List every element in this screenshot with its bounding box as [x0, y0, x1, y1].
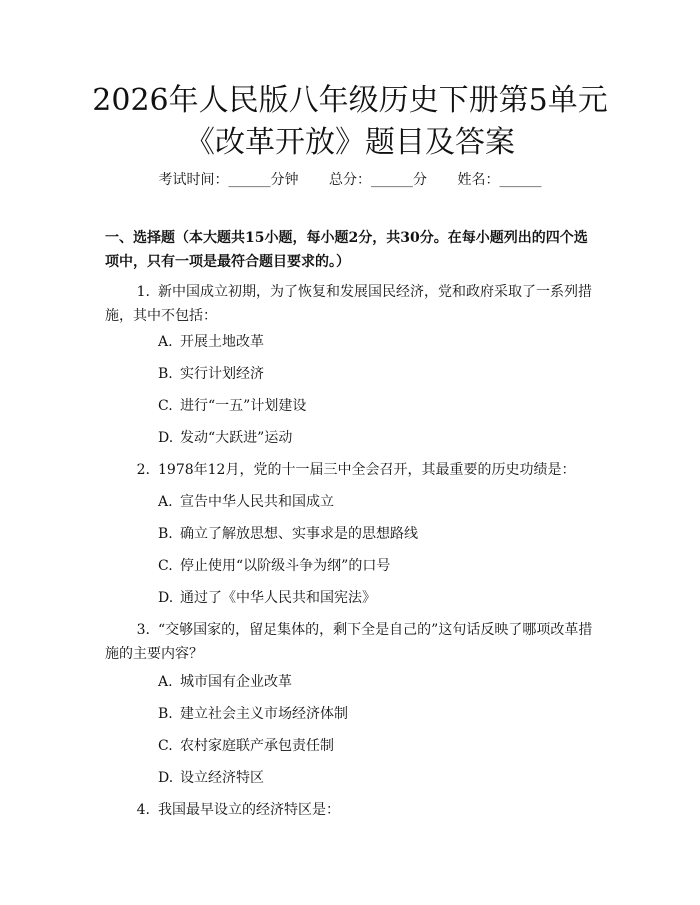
- question-3: 3. “交够国家的，留足集体的，剩下全是自己的”这句话反映了哪项改革措施的主要内容？: [105, 622, 593, 662]
- question-3-option-a: A. 城市国有企业改革: [158, 674, 292, 690]
- student-name: 姓名：______: [457, 172, 542, 188]
- question-2-option-c: C. 停止使用“以阶级斗争为纲”的口号: [158, 558, 391, 574]
- exam-time: 考试时间：______分钟: [158, 172, 299, 188]
- question-2-option-a: A. 宣告中华人民共和国成立: [158, 494, 334, 510]
- question-3-option-b: B. 建立社会主义市场经济体制: [158, 706, 348, 722]
- question-1-option-d: D. 发动“大跃进”运动: [158, 430, 293, 446]
- question-2-option-d: D. 通过了《中华人民共和国宪法》: [158, 590, 376, 606]
- question-3-option-d: D. 设立经济特区: [158, 770, 264, 786]
- total-score-blank: ______: [371, 172, 413, 188]
- total-score: 总分：______分: [329, 172, 427, 188]
- question-2: 2. 1978年12月，党的十一届三中全会召开，其最重要的历史功绩是：: [136, 462, 576, 478]
- document-title: 2026年人民版八年级历史下册第5单元《改革开放》题目及答案: [92, 83, 608, 160]
- question-2-option-b: B. 确立了解放思想、实事求是的思想路线: [158, 526, 418, 542]
- question-4: 4. 我国最早设立的经济特区是：: [136, 802, 340, 818]
- exam-time-blank: ______: [228, 172, 271, 188]
- question-1-option-a: A. 开展土地改革: [158, 334, 264, 350]
- question-1-option-c: C. 进行“一五”计划建设: [158, 398, 307, 414]
- student-name-blank: ______: [499, 172, 542, 188]
- exam-info-line: [0, 170, 700, 190]
- section-heading: 一、选择题（本大题共15小题，每小题2分，共30分。在每小题列出的四个选项中，只有一项是最符合题目要求的。）: [105, 230, 588, 270]
- question-1-option-b: B. 实行计划经济: [158, 366, 264, 382]
- question-1: 1. 新中国成立初期，为了恢复和发展国民经济，党和政府采取了一系列措施，其中不包括：: [105, 284, 592, 324]
- question-3-option-c: C. 农村家庭联产承包责任制: [158, 738, 334, 754]
